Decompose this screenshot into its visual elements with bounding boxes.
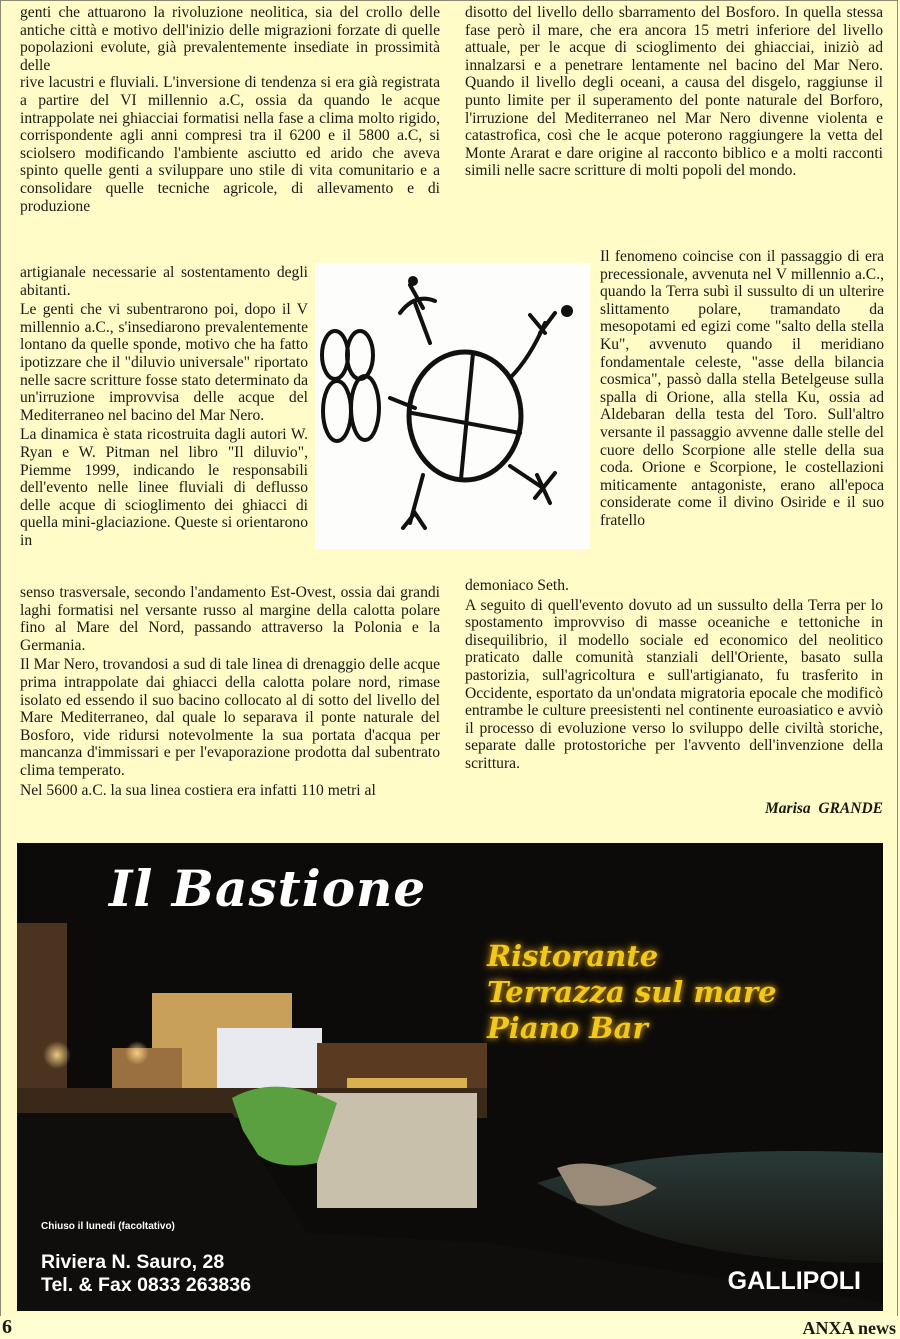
article-column-right-bottom xyxy=(465,577,883,773)
ad-address: Riviera N. Sauro, 28 xyxy=(41,1251,225,1273)
article-column-left-top xyxy=(20,4,440,215)
ad-tagline: Ristorante xyxy=(487,939,659,973)
author-signature: Marisa GRANDE xyxy=(765,800,883,817)
paragraph: rive lacustri e fluviali. L'inversione di tendenza si era già registrata a partire del VI millennio a.C, ossia da quando le acque intrappolate nei ghiacciai formatisi nella fase a clima molto rigido, corrispondente agli anni compresi tra il 6200 e il 5800 a.C, si sciolsero modificando l'ambiente asciutto ed arido che aveva spinto quelle genti a sviluppare uno stile di vita comunitario e a consolidare quelle tecniche agricole, di allevamento e di produzione xyxy=(20,74,440,215)
petroglyph-wheel-figures-icon xyxy=(315,263,590,549)
page-number: 6 xyxy=(2,1316,12,1338)
paragraph: Le genti che vi subentrarono poi, dopo il V millennio a.C., s'insediarono prevalentemente lontano da quelle sponde, motivo che ha fatto ipotizzare che il "diluvio universale" riportato nelle sacre scritture fosse stato determinato da un'irruzione improvvisa delle acque del Mediterraneo nel bacino del Mar Nero. xyxy=(20,301,308,424)
paragraph: genti che attuarono la rivoluzione neolitica, sia del crollo delle antiche città e motivo dell'inizio delle migrazioni forzate di quelle popolazioni evolute, già prevalentemente insediate in prossimità delle xyxy=(20,4,440,74)
paragraph: demoniaco Seth. xyxy=(465,577,569,594)
article-column-right-mid xyxy=(600,248,884,530)
paragraph: La dinamica è stata ricostruita dagli autori W. Ryan e W. Pitman nel libro "Il diluvio", Piemme 1999, indicando le responsabili dell'evento nelle linee fluviali di deflusso delle acque di scioglimento dei ghiacci di quella mini-glaciazione. Queste si orientarono in xyxy=(20,426,308,549)
ad-tagline: Terrazza sul mare xyxy=(487,975,777,1009)
restaurant-advertisement xyxy=(17,843,883,1311)
ad-tagline: Piano Bar xyxy=(487,1011,648,1045)
paragraph: A seguito di quell'evento dovuto ad un sussulto della Terra per lo spostamento improvviso di masse oceaniche e tettoniche in disequilibrio, il modello sociale ed economico del neolitico praticato dalle comunità stanziali dell'Oriente, basato sulla pastorizia, sull'agricoltura e sull'artigianato, fu trasferito in Occidente, esportato da un'ondata migratoria epocale che modificò entrambe le culture preesistenti nel continente euroasiatico e avviò il processo di evoluzione verso lo sviluppo delle civiltà storiche, separate dalle protostoriche per l'avvento dell'invenzione della scrittura. xyxy=(465,596,883,772)
paragraph: disotto del livello dello sbarramento del Bosforo. In quella stessa fase però il mare, che era ancora 15 metri inferiore del livello attuale, per le acque di scioglimento dei ghiacciai, iniziò ad innalzarsi e a penetrare lentamente nel bacino del Mar Nero. Quando il livello degli oceani, a causa del disgelo, raggiunse il punto limite per il superamento del ponte naturale del Borforo, l'irruzione del Mediterraneo nel Mar Nero divenne violenta e catastrofica, così che le acque poterono raggiungere la vetta del Monte Ararat e dare origine al racconto biblico e a molti racconti simili nelle sacre scritture di molti popoli del mondo. xyxy=(465,4,883,180)
article-column-left-bottom xyxy=(20,584,440,799)
article-column-left-mid xyxy=(20,264,308,550)
ad-closing-day: Chiuso il lunedi (facoltativo) xyxy=(41,1221,175,1232)
paragraph: Nel 5600 a.C. la sua linea costiera era infatti 110 metri al xyxy=(20,781,376,799)
paragraph: Il fenomeno coincise con il passaggio di era precessionale, avvenuta nel V millennio a.C., quando la Terra subì il sussulto di un ulterire slittamento polare, tramandato da mesopotami ed egizi come "salto della stella Ku", avvenuto quando il meridiano fondamentale celeste, "asse della bilancia cosmica", passò dalla stella Betelgeuse sulla spalla di Orione, alla stella Ku, ossia ad Aldebaran della testa del Toro. Sull'altro versante il passaggio avvenne dalle stelle del cuore dello Scorpione alle stelle della sua coda. Orione e Scorpione, le costellazioni miticamente antagoniste, erano all'epoca considerate come il divino Osiride e il suo fratello xyxy=(600,248,884,529)
ad-phone: Tel. & Fax 0833 263836 xyxy=(41,1274,251,1296)
paragraph: artigianale necessarie al sostentamento degli abitanti. xyxy=(20,264,308,299)
paragraph: Il Mar Nero, trovandosi a sud di tale linea di drenaggio delle acque prima intrappolate dai ghiacci della calotta polare nord, rimase isolato ed essendo il suo bacino collocato al di sotto del livello del Mare Mediterraneo, dal quale lo separava il ponte naturale del Bosforo, vide ridursi notevolmente la sua portata d'acqua per mancanza d'immissari e per l'evaporazione prodotta dal subentrato clima temperato. xyxy=(20,656,440,779)
ad-title: Il Bastione xyxy=(109,859,427,918)
ad-city: GALLIPOLI xyxy=(727,1267,861,1295)
petroglyph-image xyxy=(315,263,590,549)
human-figure xyxy=(400,285,435,343)
publication-name: ANXA news xyxy=(802,1318,896,1338)
loop-shape xyxy=(322,331,348,379)
paragraph: senso trasversale, secondo l'andamento Est-Ovest, ossia dai grandi laghi formatisi nel versante russo al margine della calotta polare fino al Mare del Nord, passando attraverso la Polonia e la Germania. xyxy=(20,584,440,654)
ad-contact xyxy=(41,1251,251,1297)
article-column-right-top xyxy=(465,4,883,180)
